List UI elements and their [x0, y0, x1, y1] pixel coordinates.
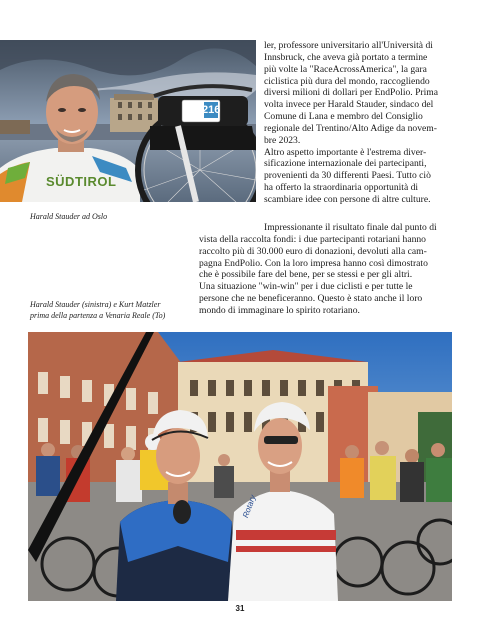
photo-harald-oslo [0, 40, 256, 202]
text-line: Impressionante il risultato finale dal punto di [264, 222, 437, 233]
photo-stauder-matzler-image [28, 332, 452, 601]
text-line: volta invece per Harald Stauder, sindaco del [264, 99, 434, 111]
page-number: 31 [235, 604, 245, 613]
text-line: Innsbruck, che aveva già portato a termine [264, 51, 428, 63]
bib-number: 216 [202, 104, 221, 116]
text-line: Comune di Lana e membro del Consiglio [264, 111, 423, 123]
text-line: pagna EndPolio. Con la loro impresa hanno così dimostrato [199, 257, 428, 269]
caption-bottom-line1: Harald Stauder (sinistra) e Kurt Matzler [30, 300, 161, 309]
jersey-logo-text: Rotary [241, 493, 258, 520]
text-line: Una situazione "win-win" per i due ciclisti e per tutte le [199, 281, 413, 293]
photo-stauder-matzler-venaria [28, 332, 452, 601]
text-line: sificazione internazionale dei partecipanti, [264, 158, 427, 170]
text-line: ha offerto la straordinaria opportunità di [264, 182, 419, 194]
text-line: bre 2023. [264, 134, 301, 146]
caption-bottom-photo [30, 300, 165, 321]
text-line: più volte la "RaceAcrossAmerica", la gara [264, 63, 427, 75]
text-line: che è possibile fare del bene, per se stessi e per gli altri. [199, 269, 413, 281]
text-line: persone che ne beneficeranno. Questo è stato anche il loro [199, 293, 423, 305]
text-line: Altro aspetto importante è l'estrema diver- [264, 146, 427, 158]
text-line: regionale del Trentino/Alto Adige da novem- [264, 122, 437, 134]
photo-harald-oslo-image [0, 40, 256, 202]
text-line: vista della raccolta fondi: i due partecipanti rotariani hanno [199, 233, 426, 245]
text-line: provenienti da 30 differenti Paesi. Tutto ciò [264, 170, 431, 182]
jersey-text: SÜDTIROL [46, 174, 117, 189]
text-line: ciclistica più dura del mondo, raccogliendo [264, 75, 430, 87]
caption-bottom-line2: prima della partenza a Venaria Reale (To) [30, 310, 166, 320]
text-line: diversi milioni di dollari per EndPolio. Prima [264, 87, 439, 99]
text-line: scambiare idee con persone di altre culture. [264, 193, 431, 205]
article-text-wide-column [199, 222, 451, 317]
text-line: ler, professore universitario all'Università di [264, 40, 433, 51]
text-line: mondo di immaginare lo spirito rotariano. [199, 304, 360, 316]
caption-top-photo: Harald Stauder ad Oslo [30, 212, 108, 221]
article-text-right-column [264, 40, 452, 206]
text-line: raccolto più di 30.000 euro di donazioni, devoluti alla cam- [199, 245, 427, 257]
